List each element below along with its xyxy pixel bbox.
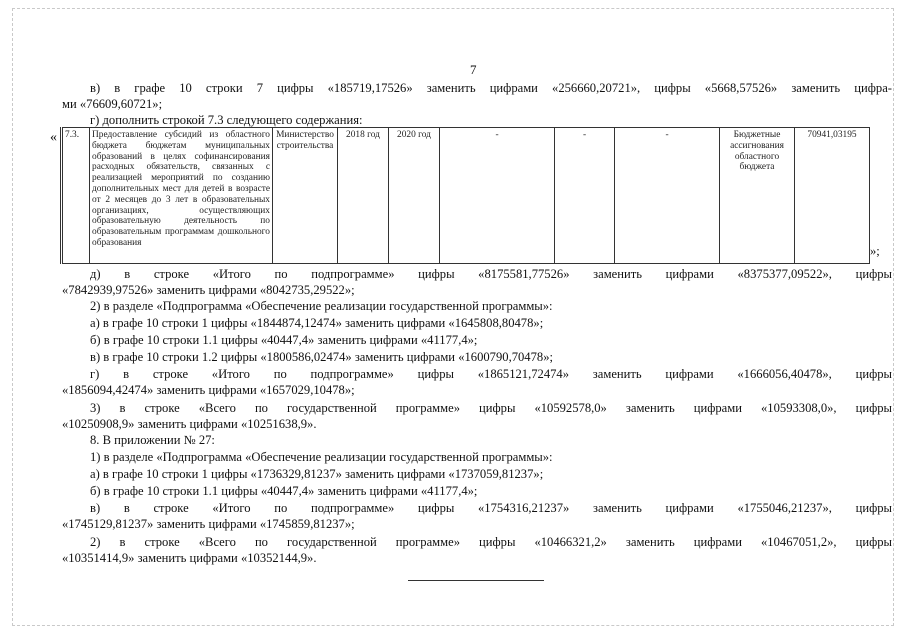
text-line: «7842939,97526» заменить цифрами «8042735,29522»; xyxy=(62,283,355,297)
table-row xyxy=(62,128,870,264)
inserted-table xyxy=(60,127,870,264)
empty-cell: - xyxy=(440,128,555,264)
quote-open: « xyxy=(50,130,57,145)
text-line: г) дополнить строкой 7.3 следующего содержания: xyxy=(90,113,363,127)
text-line: «1856094,42474» заменить цифрами «1657029,10478»; xyxy=(62,383,355,397)
text-line: ми «76609,60721»; xyxy=(62,97,163,111)
ministry-cell: Министерство строительства xyxy=(273,128,338,264)
text-line: 3) в строке «Всего по государственной программе» цифры «10592578,0» заменить цифрами «10593308,0», цифры xyxy=(90,401,892,415)
text-line: д) в строке «Итого по подпрограмме» цифры «8175581,77526» заменить цифрами «8375377,09522», цифры xyxy=(90,267,892,281)
text-line: «10351414,9» заменить цифрами «10352144,9». xyxy=(62,551,317,565)
text-line: а) в графе 10 строки 1 цифры «1844874,12474» заменить цифрами «1645808,80478»; xyxy=(90,316,544,330)
funding-source-cell: Бюджетные ассигнования областного бюджета xyxy=(720,128,795,264)
year-to-cell: 2020 год xyxy=(389,128,440,264)
description-cell: Предоставление субсидий из областного бюджета бюджетам муниципальных образований в целях софинансирования расходных обязательств, связанных с реализацией мероприятий по созданию дополнительных мест для детей в возрасте от 2 месяцев до 3 лет в образовательных организациях, осуществляющих образовательную деятельность по образовательным программам дошкольного образования xyxy=(90,128,273,264)
text-line: в) в строке «Итого по подпрограмме» цифры «1754316,21237» заменить цифрами «1755046,21237», цифры xyxy=(90,501,892,515)
text-line: в) в графе 10 строки 7 цифры «185719,17526» заменить цифрами «256660,20721», цифры «5668,57526» заменить цифра- xyxy=(90,81,892,95)
text-line: б) в графе 10 строки 1.1 цифры «40447,4» заменить цифрами «41177,4»; xyxy=(90,333,478,347)
text-line: 1) в разделе «Подпрограмма «Обеспечение реализации государственной программы»: xyxy=(90,450,553,464)
page-number: 7 xyxy=(470,62,477,77)
footnote-separator xyxy=(408,580,544,581)
text-line: 2) в разделе «Подпрограмма «Обеспечение реализации государственной программы»: xyxy=(90,299,553,313)
empty-cell: - xyxy=(615,128,720,264)
text-line: а) в графе 10 строки 1 цифры «1736329,81237» заменить цифрами «1737059,81237»; xyxy=(90,467,544,481)
amount-cell: 70941,03195 xyxy=(795,128,870,264)
row-number-cell: 7.3. xyxy=(62,128,90,264)
empty-cell: - xyxy=(555,128,615,264)
text-line: 2) в строке «Всего по государственной программе» цифры «10466321,2» заменить цифрами «10467051,2», цифры xyxy=(90,535,892,549)
text-line: б) в графе 10 строки 1.1 цифры «40447,4» заменить цифрами «41177,4»; xyxy=(90,484,478,498)
text-line: «10250908,9» заменить цифрами «10251638,9». xyxy=(62,417,317,431)
text-line: 8. В приложении № 27: xyxy=(90,433,215,447)
year-from-cell: 2018 год xyxy=(338,128,389,264)
text-line: в) в графе 10 строки 1.2 цифры «1800586,02474» заменить цифрами «1600790,70478»; xyxy=(90,350,553,364)
quote-close: »; xyxy=(870,244,880,258)
text-line: «1745129,81237» заменить цифрами «1745859,81237»; xyxy=(62,517,355,531)
text-line: г) в строке «Итого по подпрограмме» цифры «1865121,72474» заменить цифрами «1666056,40478», цифры xyxy=(90,367,892,381)
